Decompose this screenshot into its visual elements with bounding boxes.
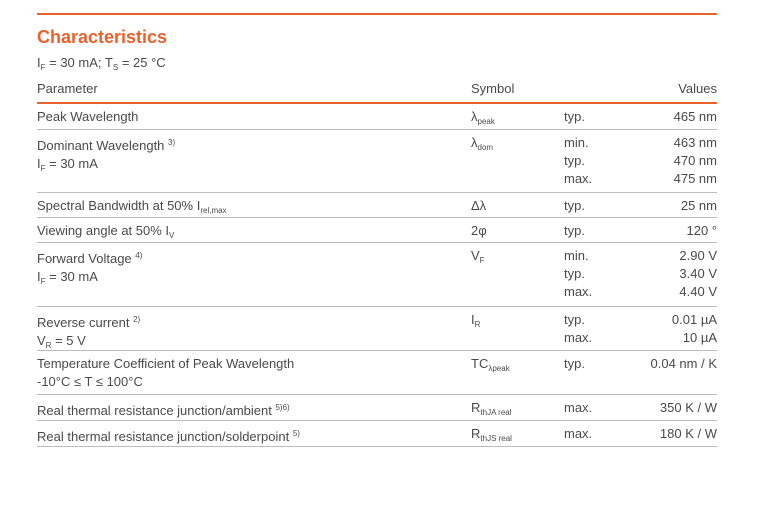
row-kind: min. typ. max. [564,248,593,299]
header-values: Values [678,81,717,96]
row-parameter: Dominant Wavelength $^{3)}$ $I_F = 30$ mA [37,138,176,173]
table-row [37,351,717,395]
table-row [37,193,717,218]
table-row [37,218,717,243]
row-parameter: Real thermal resistance junction/ambient $^{5)6)}$ [37,403,290,418]
header-symbol: Symbol [471,81,515,96]
row-kind: typ. [564,223,585,238]
header-parameter: Parameter [37,81,98,96]
row-value: 463 nm 470 nm 475 nm [673,135,717,186]
row-value: 0.01 µA 10 µA [671,312,717,345]
row-value: 0.04 nm / K [650,356,717,371]
table-row [37,130,717,193]
row-kind: typ. [564,109,585,124]
table-row [37,243,717,307]
row-kind: typ. [564,356,585,371]
row-parameter: Reverse current $^{2)}$ $V_R = 5$ V [37,315,141,350]
row-parameter: Temperature Coefficient of Peak Wavelength -10°C ≤ T ≤ 100°C [37,356,295,389]
row-kind: max. [564,400,593,415]
table-row [37,395,717,421]
row-value: 2.90 V 3.40 V 4.40 V [679,248,717,299]
row-value: 350 K / W [659,400,717,415]
characteristics-table [37,78,717,447]
row-symbol: $V_F$ [471,248,485,265]
row-symbol: $R_{thJS real}$ [471,426,512,443]
row-parameter: Forward Voltage $^{4)}$ $I_F = 30$ mA [37,251,143,286]
row-symbol: $\lambda_{dom}$ [471,135,494,152]
row-value: 120 ° [686,223,717,238]
table-row [37,307,717,351]
top-divider [37,13,717,15]
section-title: Characteristics [37,27,168,47]
row-kind: typ. max. [564,312,593,345]
row-symbol: $R_{thJA real}$ [471,400,512,417]
row-kind: typ. [564,198,585,213]
row-parameter: Real thermal resistance junction/solderpoint $^{5)}$ [37,429,300,444]
table-row [37,104,717,130]
row-value: 25 nm [680,198,717,213]
row-symbol: $\lambda_{peak}$ [471,109,495,126]
row-symbol: $I_R$ [471,312,481,329]
row-kind: max. [564,426,593,441]
row-value: 465 nm [673,109,717,124]
row-symbol: 2φ [471,223,487,238]
row-parameter: Peak Wavelength [37,109,139,124]
row-value: 180 K / W [659,426,717,441]
row-kind: min. typ. max. [564,135,593,186]
table-row [37,421,717,447]
table-header [37,78,717,104]
row-symbol: $TC_{\lambda peak}$ [471,356,510,373]
row-parameter: Spectral Bandwidth at 50% $I_{rel,max}$ [37,198,227,215]
row-symbol: Δλ [471,198,487,213]
row-parameter: Viewing angle at 50% $I_V$ [37,223,175,240]
test-conditions: $I_F = 30$ mA; $T_S = 25$ °C [37,55,166,72]
